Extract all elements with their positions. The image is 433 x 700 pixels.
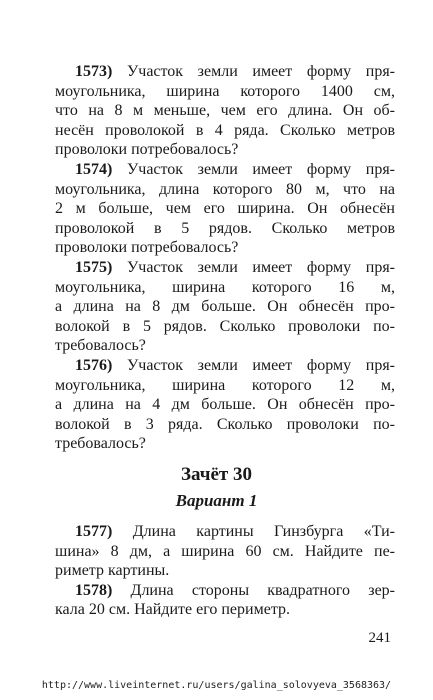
- problem-text-line: шина» 8 дм, а ширина 60 см. Найдите пе-: [55, 542, 395, 560]
- variant-title: Вариант 1: [175, 491, 258, 510]
- problem-text-line: моугольника, ширина которого 1400 см,: [55, 82, 395, 100]
- problem-text-line: а длина на 4 дм больше. Он обнесён про-: [55, 396, 395, 414]
- problem-text-line: Участок земли имеет форму пря-: [112, 258, 395, 276]
- problem-1578: [55, 581, 395, 620]
- problem-text-line: проволоки потребовалось?: [55, 141, 239, 159]
- problem-1575: [55, 258, 395, 356]
- problem-text-line: волокой в 3 ряда. Сколько проволоки по-: [55, 415, 395, 433]
- problem-text-line: моугольника, длина которого 80 м, что на: [55, 180, 395, 198]
- problem-number: 1574): [75, 160, 113, 178]
- source-url-watermark: http://www.liveinternet.ru/users/galina_solovyeva_3568363/: [41, 680, 392, 691]
- problem-text-line: волокой в 5 рядов. Сколько проволоки по-: [55, 317, 395, 335]
- section-title: Зачёт 30: [181, 464, 252, 485]
- problem-text-line: а длина на 8 дм больше. Он обнесён про-: [55, 298, 395, 316]
- problem-text-line: несён проволокой в 4 ряда. Сколько метров: [55, 121, 395, 139]
- test-problems-list: [55, 522, 395, 620]
- page-number: 241: [368, 630, 391, 646]
- problem-text-line: требовалось?: [55, 435, 146, 453]
- problem-text-line: проволоки потребовалось?: [55, 239, 239, 257]
- problem-text-line: риметр картины.: [55, 562, 170, 580]
- problem-1576: [55, 356, 395, 454]
- problem-text-line: 2 м больше, чем его ширина. Он обнесён: [55, 200, 395, 218]
- problem-number: 1577): [75, 523, 113, 540]
- problem-1577: [55, 522, 395, 581]
- problem-text-line: моугольника, ширина которого 12 м,: [55, 376, 395, 394]
- problem-text-line: Участок земли имеет форму пря-: [112, 356, 395, 374]
- problem-text-line: Длина стороны квадратного зер-: [112, 581, 395, 599]
- problem-number: 1576): [75, 356, 113, 374]
- problem-text-line: Длина картины Гинзбурга «Ти-: [112, 523, 395, 540]
- problem-text-line: требовалось?: [55, 337, 146, 355]
- problem-text-line: Участок земли имеет форму пря-: [112, 160, 395, 178]
- problem-number: 1578): [75, 581, 113, 599]
- problem-number: 1573): [75, 63, 113, 80]
- problem-number: 1575): [75, 258, 113, 276]
- problem-text-line: что на 8 м меньше, чем его длина. Он об-: [55, 102, 395, 120]
- problems-list: [55, 62, 395, 454]
- problem-1574: [55, 160, 395, 258]
- problem-1573: [55, 62, 395, 160]
- problem-text-line: проволокой в 5 рядов. Сколько метров: [55, 219, 395, 237]
- problem-text-line: кала 20 см. Найдите его периметр.: [55, 601, 291, 619]
- problem-text-line: моугольника, ширина которого 16 м,: [55, 278, 395, 296]
- problem-text-line: Участок земли имеет форму пря-: [112, 63, 395, 80]
